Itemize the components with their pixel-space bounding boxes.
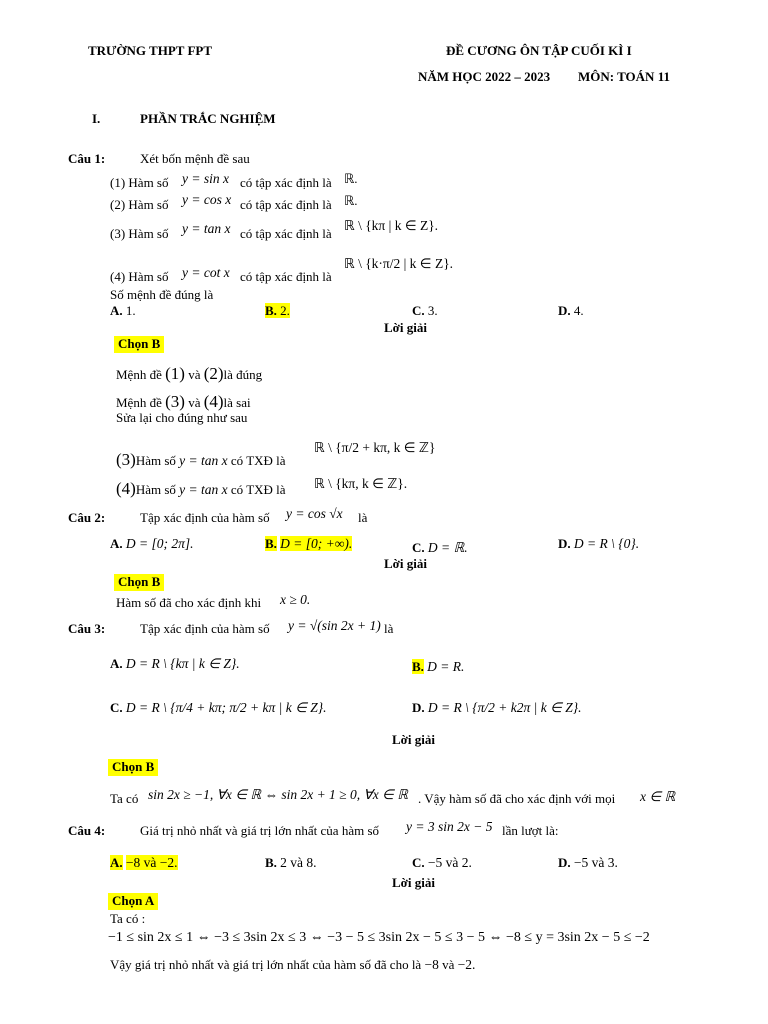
q4-tail: lần lượt là:	[502, 823, 559, 838]
q1-fix-1	[116, 450, 286, 470]
q3-option-d-letter: D.	[412, 700, 425, 715]
q1-fix-2-mid: có TXĐ là	[230, 482, 286, 497]
q1-line-1-end: là đúng	[223, 367, 263, 382]
q1-item-1-mid: có tập xác định là	[240, 175, 332, 190]
q1-option-b[interactable]	[265, 304, 290, 319]
q1-option-a[interactable]	[110, 304, 136, 319]
q4-taco: Ta có :	[110, 911, 146, 926]
q1-item-3-domain: ℝ \ {kπ | k ∈ Z}.	[344, 218, 439, 233]
q1-fix-1-func: y = tan x	[179, 453, 228, 468]
q1-solution-title: Lời giải	[384, 320, 427, 335]
q4-option-d-letter: D.	[558, 855, 571, 870]
subject: MÔN: TOÁN 11	[578, 69, 670, 84]
q2-stem: Tập xác định của hàm số	[140, 510, 270, 525]
q1-item-1-func: y = sin x	[182, 171, 229, 186]
q4-option-b[interactable]	[265, 855, 317, 871]
q2-option-c-text: D = ℝ.	[427, 540, 468, 555]
q1-item-4-domain: ℝ \ {k·π/2 | k ∈ Z}.	[344, 256, 454, 271]
q4-stem: Giá trị nhỏ nhất và giá trị lớn nhất của hàm số	[140, 823, 380, 838]
q3-option-c-letter: C.	[110, 700, 123, 715]
q4-chosen: Chọn A	[108, 893, 158, 910]
q1-item-1-domain: ℝ.	[344, 171, 358, 186]
q4-option-c[interactable]	[412, 855, 472, 871]
school-year: NĂM HỌC 2022 – 2023	[418, 69, 551, 84]
q1-solution-line-2	[116, 392, 251, 412]
q1-item-2-pre: (2) Hàm số	[110, 197, 169, 212]
q1-fix-1-mid: có TXĐ là	[230, 453, 286, 468]
q1-question: Số mệnh đề đúng là	[110, 287, 214, 302]
q3-explain-pre: Ta có	[110, 791, 139, 806]
q1-fix-1-num: (3)	[116, 450, 136, 469]
q1-option-d-letter: D.	[558, 303, 571, 318]
q1-item-2-domain: ℝ.	[344, 193, 358, 208]
q4-solution-title: Lời giải	[392, 875, 435, 890]
q4-option-a-letter: A.	[110, 855, 123, 870]
q1-item-4-func: y = cot x	[182, 265, 230, 280]
q3-chosen: Chọn B	[108, 759, 158, 776]
q3-label: Câu 3:	[68, 621, 106, 636]
q2-explain: Hàm số đã cho xác định khi	[116, 595, 262, 610]
document-title: ĐỀ CƯƠNG ÔN TẬP CUỐI KÌ I	[446, 43, 632, 58]
q1-fix-2-num: (4)	[116, 479, 136, 498]
q1-fix-2-domain: ℝ \ {kπ, k ∈ ℤ}.	[314, 476, 408, 491]
school-name: TRƯỜNG THPT FPT	[88, 43, 212, 58]
q4-label: Câu 4:	[68, 823, 106, 838]
q2-option-b-text: D = [0; +∞).	[280, 536, 353, 551]
q2-tail: là	[358, 510, 368, 525]
q2-label: Câu 2:	[68, 510, 106, 525]
q1-item-2-mid: có tập xác định là	[240, 197, 332, 212]
q3-option-b-letter: B.	[412, 659, 424, 674]
q4-conclusion-max: −2.	[457, 957, 476, 972]
q1-line-1-n1: (1)	[165, 364, 185, 383]
q1-line-2-n2: (4)	[203, 392, 224, 411]
q4-option-d[interactable]	[558, 855, 618, 871]
q2-solution-title: Lời giải	[384, 556, 427, 571]
q2-func: y = cos √x	[286, 506, 343, 521]
q1-line-2-end: là sai	[223, 395, 251, 410]
q1-fix-1-pre: Hàm số	[135, 453, 176, 468]
q1-line-1-va: và	[188, 367, 201, 382]
q1-line-2-n1: (3)	[165, 392, 185, 411]
q4-conclusion	[110, 957, 475, 973]
q3-option-b-text: D = R.	[427, 659, 465, 674]
q1-item-3-pre: (3) Hàm số	[110, 226, 169, 241]
q2-option-d[interactable]	[558, 536, 639, 552]
q2-option-b-letter: B.	[265, 536, 277, 551]
q4-inequality-chain: −1 ≤ sin 2x ≤ 1 ⇔ −3 ≤ 3sin 2x ≤ 3 ⇔ −3 − 5 ≤ 3sin 2x − 5 ≤ 3 − 5 ⇔ −8 ≤ y = 3sin 2x − 5 ≤ −2	[108, 930, 650, 945]
section-title: PHẦN TRẮC NGHIỆM	[140, 111, 276, 126]
q1-fix-2-pre: Hàm số	[135, 482, 176, 497]
q2-option-a[interactable]	[110, 536, 194, 552]
q4-option-b-letter: B.	[265, 855, 277, 870]
q1-fix-1-domain: ℝ \ {π/2 + kπ, k ∈ ℤ}	[314, 440, 436, 455]
q3-tail: là	[384, 621, 394, 636]
q4-option-d-text: −5 và 3.	[573, 855, 618, 870]
q1-item-3-mid: có tập xác định là	[240, 226, 332, 241]
q1-line-2-text: Mệnh đề	[116, 395, 162, 410]
q3-option-b[interactable]	[412, 659, 464, 675]
q3-explain-post: . Vậy hàm số đã cho xác định với mọi	[418, 791, 616, 806]
q3-solution-title: Lời giải	[392, 732, 435, 747]
q4-option-a[interactable]	[110, 855, 178, 871]
q2-chosen: Chọn B	[114, 574, 164, 591]
q1-option-b-text: 2.	[280, 303, 290, 318]
q1-label: Câu 1:	[68, 151, 106, 166]
q4-conclusion-text: Vậy giá trị nhỏ nhất và giá trị lớn nhất của hàm số đã cho là	[110, 957, 422, 972]
q4-func: y = 3 sin 2x − 5	[406, 819, 493, 834]
q2-option-d-letter: D.	[558, 536, 571, 551]
section-number: I.	[92, 111, 101, 126]
q1-line-1-n2: (2)	[203, 364, 224, 383]
q3-option-c-text: D = R \ {π/4 + kπ; π/2 + kπ | k ∈ Z}.	[125, 700, 327, 715]
q2-option-c[interactable]	[412, 540, 468, 556]
q4-option-a-text: −8 và −2.	[125, 855, 178, 870]
q1-option-c[interactable]	[412, 304, 438, 319]
q1-item-2-func: y = cos x	[182, 192, 232, 207]
q3-option-a-letter: A.	[110, 656, 123, 671]
q2-option-c-letter: C.	[412, 540, 425, 555]
q1-option-c-letter: C.	[412, 303, 425, 318]
q3-option-a-text: D = R \ {kπ | k ∈ Z}.	[125, 656, 240, 671]
q4-conclusion-min: −8	[424, 957, 439, 972]
q3-option-d[interactable]	[412, 700, 582, 716]
q1-solution-line-1	[116, 364, 262, 384]
q1-fix-text: Sửa lại cho đúng như sau	[116, 410, 248, 425]
q1-line-1-text: Mệnh đề	[116, 367, 162, 382]
q2-option-a-text: D = [0; 2π].	[125, 536, 194, 551]
q3-option-c[interactable]	[110, 700, 327, 716]
q2-option-a-letter: A.	[110, 536, 123, 551]
q1-item-4-mid: có tập xác định là	[240, 269, 332, 284]
q3-stem: Tập xác định của hàm số	[140, 621, 270, 636]
q1-line-2-va: và	[188, 395, 201, 410]
q1-fix-2	[116, 479, 286, 499]
q4-option-c-letter: C.	[412, 855, 425, 870]
q3-option-d-text: D = R \ {π/2 + k2π | k ∈ Z}.	[427, 700, 582, 715]
q1-item-3-func: y = tan x	[182, 221, 231, 236]
q3-explain-math: sin 2x ≥ −1, ∀x ∈ ℝ ⇔ sin 2x + 1 ≥ 0, ∀x ∈ ℝ	[148, 787, 408, 802]
q2-condition: x ≥ 0.	[280, 592, 311, 607]
q2-option-d-text: D = R \ {0}.	[573, 536, 640, 551]
q3-func: y = √(sin 2x + 1)	[288, 618, 381, 633]
q3-option-a[interactable]	[110, 656, 240, 672]
q1-item-4-pre: (4) Hàm số	[110, 269, 169, 284]
q1-fix-2-func: y = tan x	[179, 482, 228, 497]
q1-option-d-text: 4.	[573, 303, 584, 318]
q1-option-c-text: 3.	[427, 303, 438, 318]
q1-option-a-letter: A.	[110, 303, 123, 318]
q3-explain-end: x ∈ ℝ	[640, 789, 676, 804]
q1-option-a-text: 1.	[125, 303, 136, 318]
q1-chosen: Chọn B	[114, 336, 164, 353]
q4-option-c-text: −5 và 2.	[427, 855, 472, 870]
q1-stem: Xét bốn mệnh đề sau	[140, 151, 250, 166]
q4-conclusion-va: và	[442, 957, 455, 972]
q2-option-b[interactable]	[265, 536, 352, 552]
q4-option-b-text: 2 và 8.	[280, 855, 317, 870]
q1-option-d[interactable]	[558, 304, 584, 319]
q1-item-1-pre: (1) Hàm số	[110, 175, 169, 190]
q1-option-b-letter: B.	[265, 303, 277, 318]
